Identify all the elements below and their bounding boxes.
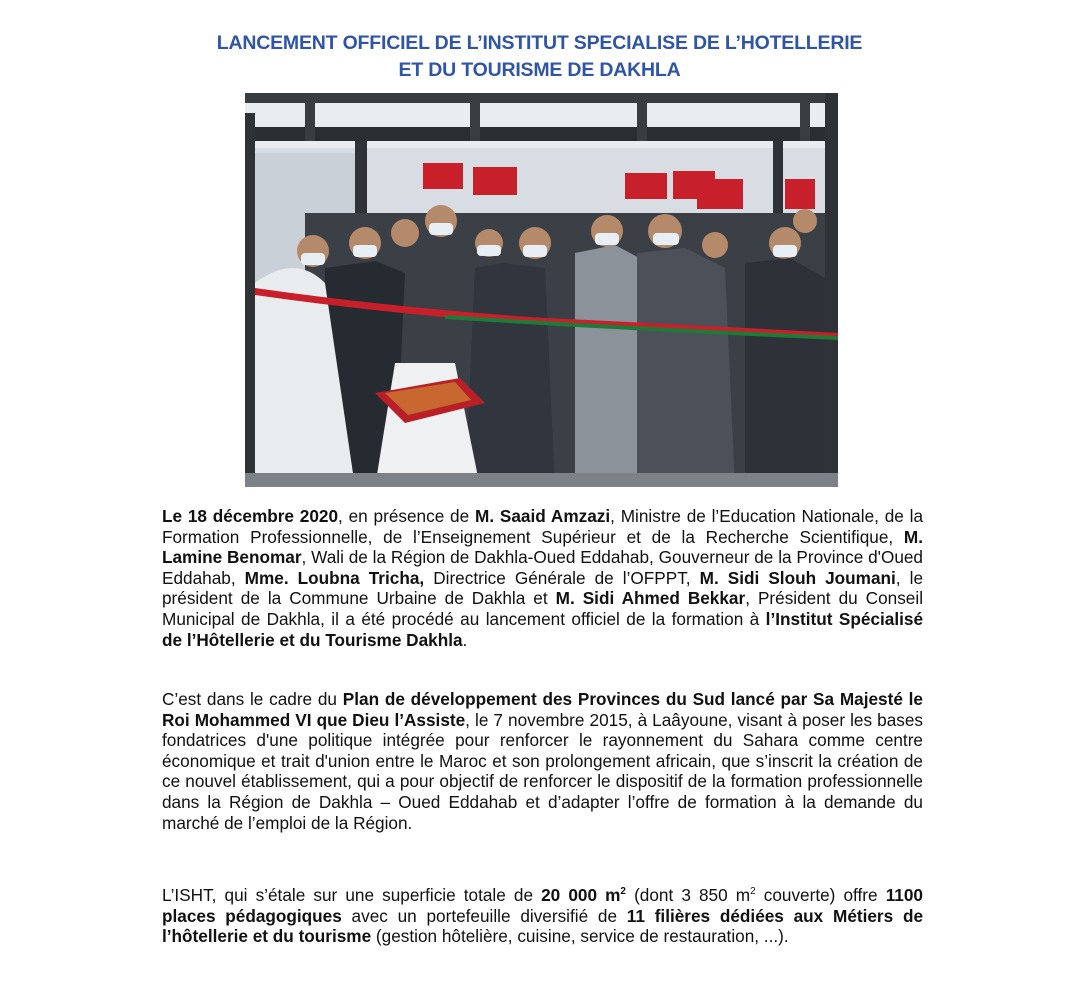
council-president-name: M. Sidi Ahmed Bekkar xyxy=(555,588,746,609)
text-span: . xyxy=(462,629,468,650)
event-date: Le 18 décembre 2020 xyxy=(162,506,339,526)
title-line-1: LANCEMENT OFFICIEL DE L’INSTITUT SPECIALISE DE L’HOTELLERIE xyxy=(216,32,863,54)
text-span: , Wali de la Région de Dakhla-Oued Eddahab, Gouverneur de la Province d'Oued Eddahab, xyxy=(162,547,923,588)
text-span: , Président du Conseil Municipal de Dakhla, il a été procédé au lancement officiel de la formation à xyxy=(162,588,924,629)
institute-name: l’Institut Spécialisé de l’Hôtellerie et du Tourisme Dakhla xyxy=(162,608,924,650)
text-span: , en présence de xyxy=(338,506,475,526)
programs-count: 11 filières dédiées aux Métiers de l’hôtellerie et du tourisme xyxy=(162,905,923,947)
title-line-2: ET DU TOURISME DE DAKHLA xyxy=(398,59,681,81)
ceremony-photo xyxy=(245,93,838,487)
text-span: (gestion hôtelière, cuisine, service de restauration, ...). xyxy=(371,926,789,947)
director-name: Mme. Loubna Tricha, xyxy=(244,567,425,588)
places-count: 1100 places pédagogiques xyxy=(162,885,923,926)
text-span: , le 7 novembre 2015, à Laâyoune, visant à poser les bases fondatrices d'une politique intégrée pour renforcer le rayonnement du Sahara comme centre économique et trait d'union entre le Maroc et son prolongement africain, que s’inscrit la création de ce nouvel établissement, qui a pour objectif de renforcer le dispositif de la formation professionnelle dans la Région de Dakhla – Oued Eddahab et d’adapter l’offre de formation à la demande du marché de l’emploi de la Région. xyxy=(162,709,923,833)
text-span: Directrice Générale de l’OFPPT, xyxy=(424,567,700,588)
minister-name: M. Saaid Amzazi xyxy=(475,506,611,526)
wali-name: M. Lamine Benomar xyxy=(162,526,923,568)
paragraph-context xyxy=(162,689,923,833)
superscript: 2 xyxy=(620,886,626,897)
total-area xyxy=(541,885,626,905)
paragraph-ceremony xyxy=(162,506,923,650)
superscript: 2 xyxy=(750,886,756,897)
text-span: (dont 3 850 m xyxy=(625,885,751,905)
text-span: C’est dans le cadre du xyxy=(162,689,343,709)
text-span: avec un portefeuille diversifié de xyxy=(341,905,627,926)
text-span: 20 000 m xyxy=(541,885,621,905)
paragraph-facilities xyxy=(162,885,923,947)
text-span: couverte) offre xyxy=(755,885,886,905)
text-span: , Ministre de l’Education Nationale, de la Formation Professionnelle, de l’Enseignement Supérieur et de la Recherche Scientifique, xyxy=(162,506,924,547)
document-title xyxy=(0,30,1079,84)
commune-president-name: M. Sidi Slouh Joumani xyxy=(699,567,896,588)
text-span: L’ISHT, qui s’étale sur une superficie totale de xyxy=(162,885,542,905)
development-plan: Plan de développement des Provinces du Sud lancé par Sa Majesté le Roi Mohammed VI que Dieu l’Assiste xyxy=(162,689,923,730)
text-span: , le président de la Commune Urbaine de Dakhla et xyxy=(162,567,924,609)
